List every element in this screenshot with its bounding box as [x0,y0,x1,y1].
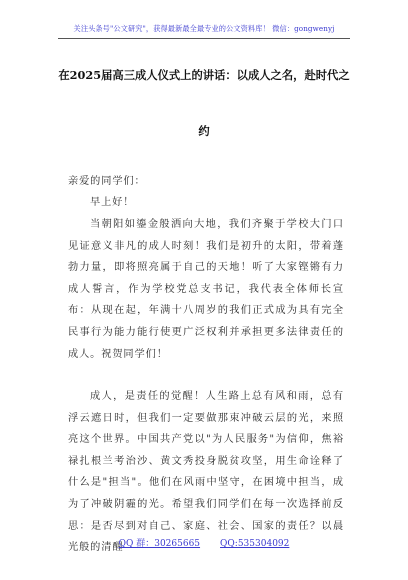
paragraph-1: 当朝阳如鎏金般洒向大地，我们齐聚于学校大门口见证意义非凡的成人时刻！我们是初升的太阳，带着蓬勃力量，即将照亮属于自己的天地！听了大家铿锵有力成人誓言，作为学校党总支书记，我代表全体师长宣布：从现在起，年满十八周岁的我们正式成为具有完全民事行为能力能行使更广泛权利并承担更多法律责任的成人。祝贺同学们！ [68,219,344,360]
document-title-line1: 在2025届高三成人仪式上的讲话：以成人之名，赴时代之 [58,68,350,82]
document-title-line2: 约 [198,124,210,138]
footer-contact [0,536,408,549]
greeting: 早上好！ [90,197,135,208]
salutation: 亲爱的同学们： [68,176,146,187]
footer-qq-number: QQ:535304092 [220,539,290,549]
header-divider [58,38,350,39]
footer-qq-group: QQ 群：30265665 [118,539,201,549]
header-banner: 关注头条号"公文研究"，获得最新最全最专业的公文资料库！ 微信：gongwenyj [73,24,335,33]
paragraph-2: 成人，是责任的觉醒！人生路上总有风和雨，总有浮云遮日时，但我们一定要做那束冲破云层的光，来照亮这个世界。中国共产党以"为人民服务"为信仰，焦裕禄扎根兰考治沙、黄文秀投身脱贫攻坚，用生命诠释了什么是"担当"。他们在风雨中坚守，在困境中担当，成为了冲破阴霾的光。希望我们同学们在每一次选择前反思：是否尽到对自己、家庭、社会、国家的责任？以晨光般的清醒 [68,391,344,554]
